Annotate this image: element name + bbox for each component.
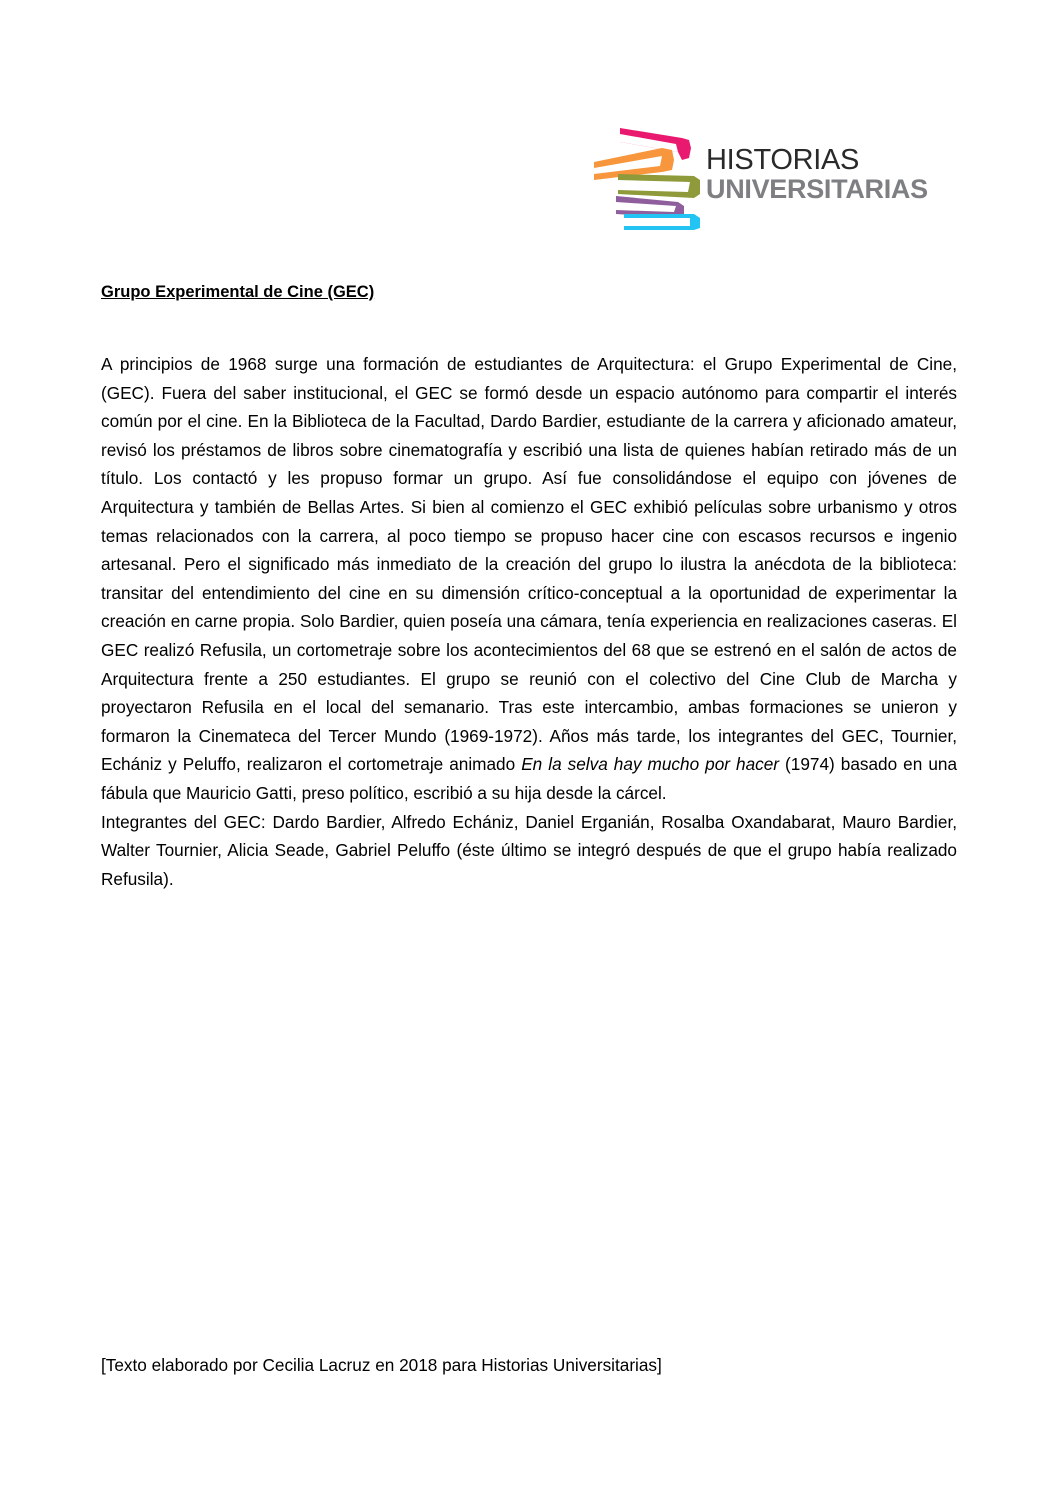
historias-universitarias-logo — [590, 122, 940, 230]
author-credit: [Texto elaborado por Cecilia Lacruz en 2018 para Historias Universitarias] — [101, 1355, 662, 1375]
book-cyan-shape — [624, 214, 700, 230]
paragraph-members: Integrantes del GEC: Dardo Bardier, Alfredo Echániz, Daniel Erganián, Rosalba Oxandabarat, Mauro Bardier, Walter Tournier, Alicia Seade, Gabriel Peluffo (éste último se integró después de que el grupo había realizado Refusila). — [101, 811, 957, 889]
document-body — [101, 350, 957, 893]
logo-wordmark — [706, 146, 928, 203]
books-stack-icon — [590, 122, 706, 230]
paragraph-history-end: (1974) basado en una fábula que Mauricio Gatti, preso político, escribió a su hija desde la cárcel. — [101, 754, 958, 803]
logo-line2: UNIVERSITARIAS — [706, 174, 928, 204]
document-title: Grupo Experimental de Cine (GEC) — [101, 283, 375, 301]
paragraph-history-text: A principios de 1968 surge una formación de estudiantes de Arquitectura: el Grupo Experimental de Cine, (GEC). Fuera del saber institucional, el GEC se formó desde un espacio autónomo para compartir el interés común por el cine. En la Biblioteca de la Facultad, Dardo Bardier, estudiante de la carrera y aficionado amateur, revisó los préstamos de libros sobre cinematografía y escribió una lista de quienes habían retirado más de un título. Los contactó y les propuso formar un grupo. Así fue consolidándose el equipo con jóvenes de Arquitectura y también de Bellas Artes. Si bien al comienzo el GEC exhibió películas sobre urbanismo y otros temas relacionados con la carrera, al poco tiempo se propuso hacer cine con escasos recursos e ingenio artesanal. Pero el significado más inmediato de la creación del grupo lo ilustra la anécdota de la biblioteca: transitar del entendimiento del cine en su dimensión crítico-conceptual a la oportunidad de experimentar la creación en carne propia. Solo Bardier, quien poseía una cámara, tenía experiencia en realizaciones caseras. El GEC realizó Refusila, un cortometraje sobre los acontecimientos del 68 que se estrenó en el salón de actos de Arquitectura frente a 250 estudiantes. El grupo se reunió con el colectivo del Cine Club de Marcha y proyectaron Refusila en el local del semanario. Tras este intercambio, ambas formaciones se unieron y formaron la Cinemateca del Tercer Mundo (1969-1972). Años más tarde, los integrantes del GEC, Tournier, Echániz y Peluffo, realizaron el cortometraje animado — [101, 354, 957, 775]
logo-line1: HISTORIAS — [706, 144, 860, 176]
film-title-italic: En la selva hay mucho por hacer — [521, 754, 780, 775]
paragraph-history — [101, 350, 957, 808]
book-olive-shape — [618, 174, 700, 198]
